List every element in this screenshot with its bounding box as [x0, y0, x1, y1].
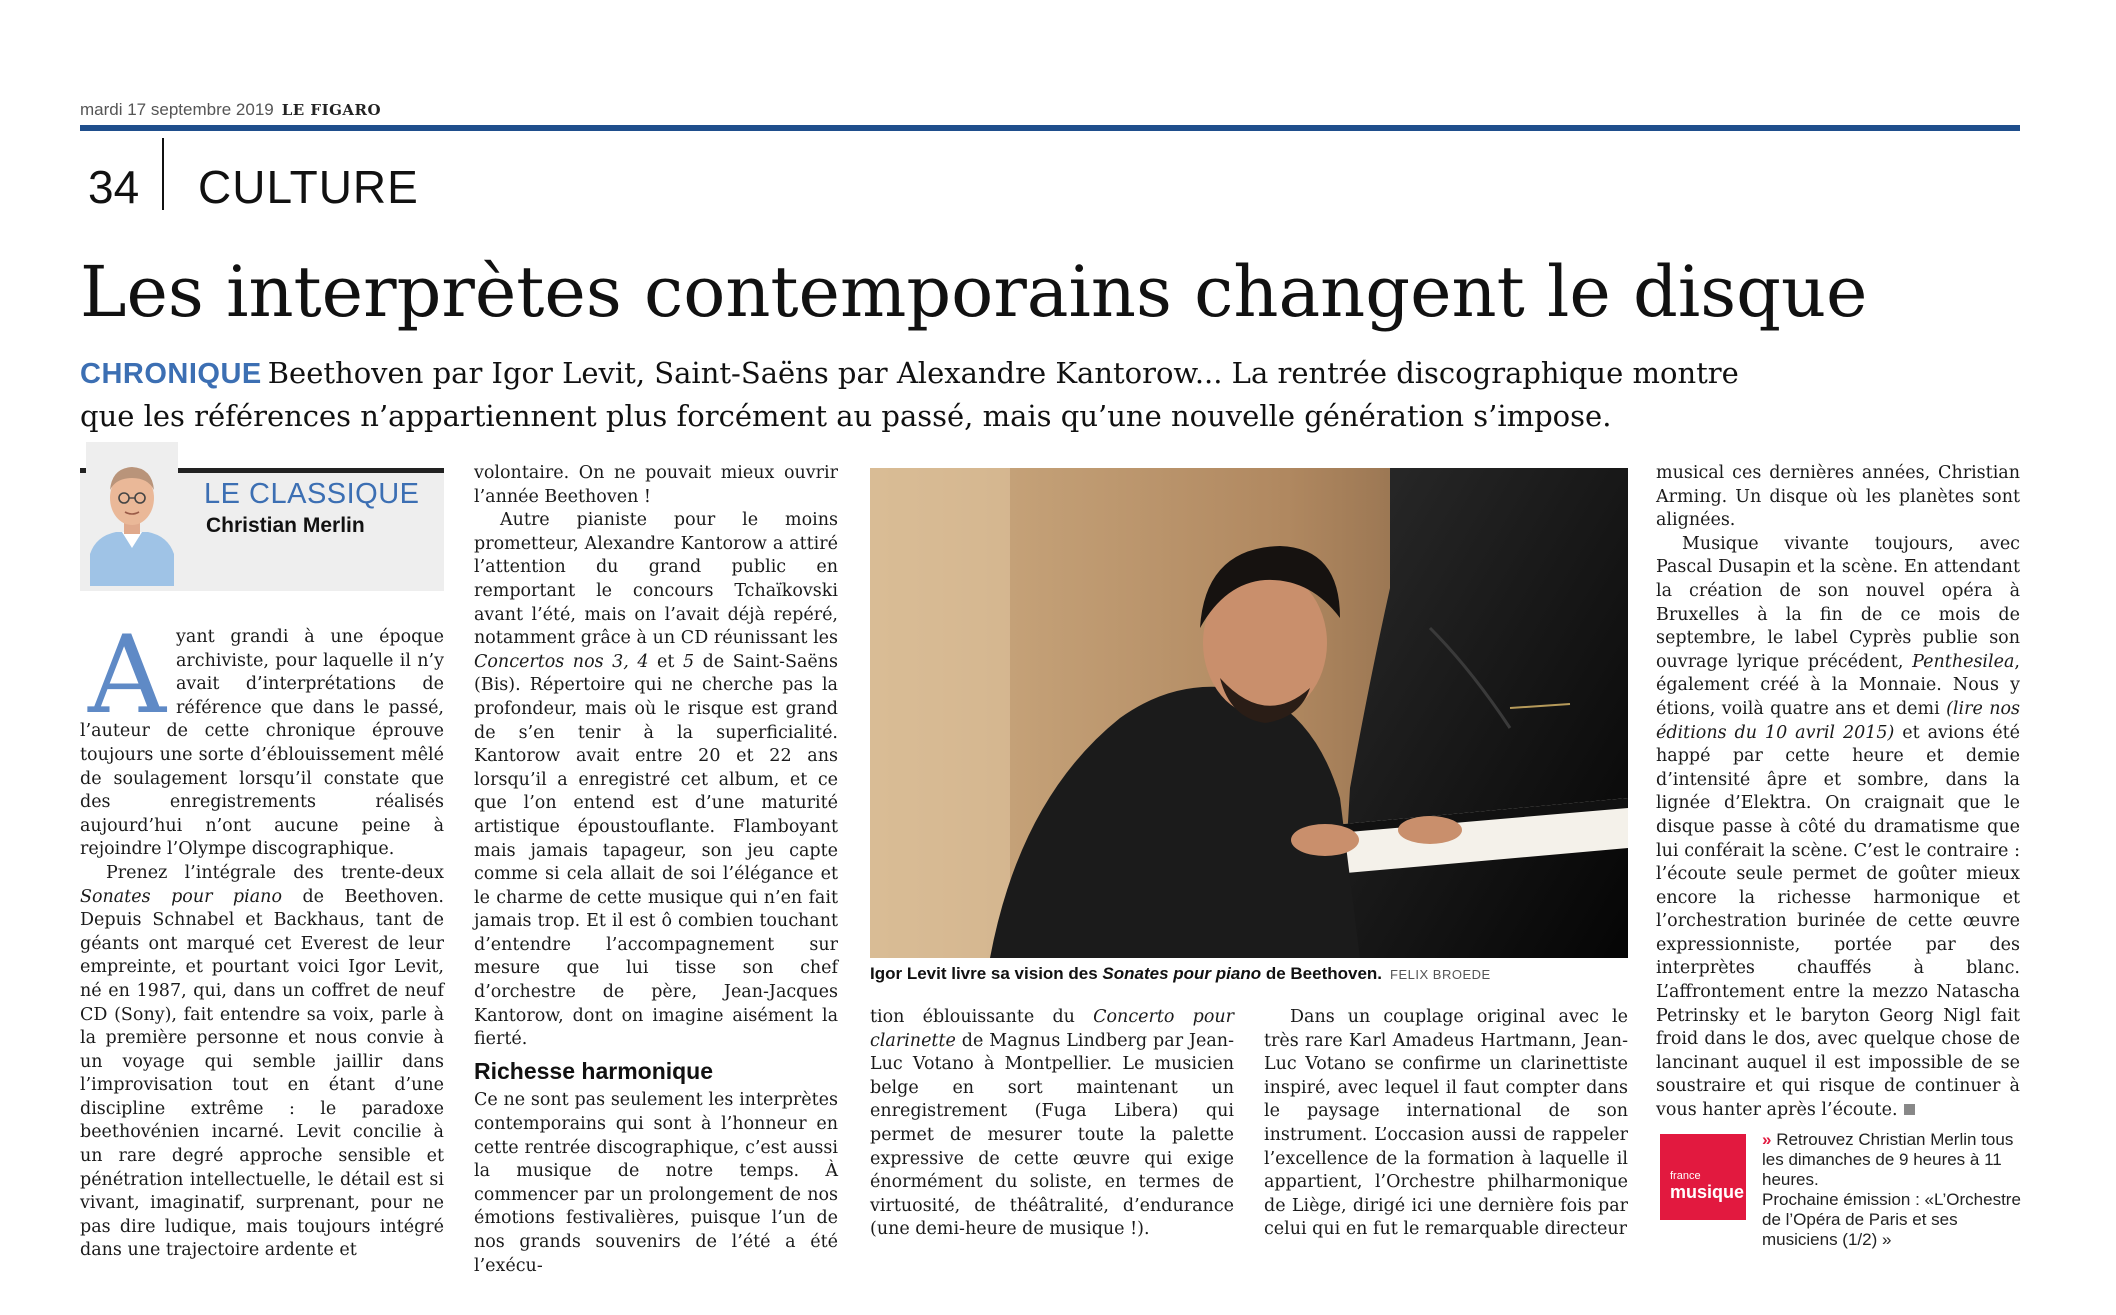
- chevron-right-icon: »: [1762, 1130, 1772, 1149]
- paragraph-text: de Beethoven. Depuis Schnabel et Backhaus, tant de géants ont marqué cet Everest de leur empreinte, et pourtant voici Igor Levit, né en 1987, qui, dans un coffret de neuf CD (Sony), fait entendre sa voix, parle à la première personne et nous convie à un voyage qui semble jaillir dans l’improvisation tout en étant d’une discipline extrême : le paradoxe beethovénien incarné. Levit concilie à un rare degré approche sensible et pénétration intellectuelle, le détail est si vivant, imaginatif, surprenant, pour ne pas dire ludique, mais toujours intégré dans une trajectoire ardente et: [80, 886, 444, 1261]
- radio-promo-line-1: [1762, 1130, 2022, 1190]
- radio-promo-line-2: Prochaine émission : «L’Orchestre de l’Opéra de Paris et ses musiciens (1/2) »: [1762, 1190, 2021, 1249]
- author-portrait: [86, 442, 178, 586]
- paragraph: [1656, 462, 2020, 533]
- photo-credit: FELIX BROEDE: [1390, 967, 1491, 982]
- paragraph: [1264, 1006, 1628, 1242]
- work-title: Concertos nos 3, 4: [474, 651, 649, 672]
- article-deck: [80, 352, 1760, 437]
- paragraph-text: Dans un couplage original avec le très rare Karl Amadeus Hartmann, Jean-Luc Votano se confirme un clarinettiste inspiré, avec lequel il faut compter dans le paysage international de son instrument. L’occasion aussi de rappeler l’excellence de la formation à laquelle il appartient, l’Orchestre philharmonique de Liège, dirigé ici une dernière fois par celui qui en fut le remarquable directeur: [1264, 1007, 1628, 1240]
- subheading: Richesse harmonique: [474, 1057, 714, 1084]
- drop-cap: A: [88, 613, 166, 738]
- column-rubric: LE CLASSIQUE: [204, 478, 420, 510]
- radio-promo-text: Retrouvez Christian Merlin tous les dimanches de 9 heures à 11 heures.: [1762, 1130, 2014, 1189]
- logo-small-text: france: [1670, 1170, 1701, 1182]
- caption-text: [870, 964, 1382, 983]
- caption-part: Igor Levit livre sa vision des: [870, 964, 1103, 983]
- article-column-2: [474, 462, 838, 1278]
- work-title: 5: [682, 651, 695, 672]
- paragraph: [474, 462, 838, 509]
- caption-part: de Beethoven.: [1261, 964, 1383, 983]
- article-column-5: [1656, 462, 2020, 1123]
- paragraph: [474, 1089, 838, 1278]
- photo-caption: [870, 964, 1628, 984]
- paragraph-text: et: [648, 651, 683, 672]
- page-number: 34: [88, 161, 140, 213]
- logo-big-text: musique: [1670, 1182, 1745, 1202]
- radio-promo: [1762, 1130, 2022, 1250]
- paragraph-text: volontaire. On ne pouvait mieux ouvrir l’année Beethoven !: [474, 463, 838, 507]
- paragraph-text: Autre pianiste pour le moins prometteur, Alexandre Kantorow a attiré l’attention du grand public en remportant le concours Tchaïkovski avant l’été, mais on l’avait déjà repéré, notamment grâce à un CD réunissant les: [474, 510, 838, 649]
- paragraph: [1656, 533, 2020, 1123]
- paragraph-text: Musique vivante toujours, avec Pascal Dusapin et la scène. En attendant la création de son nouvel opéra à Bruxelles à la fin de ce mois de septembre, le label Cyprès publie son ouvrage lyrique précédent,: [1656, 533, 2020, 672]
- paragraph-text: musical ces dernières années, Christian Arming. Un disque où les planètes sont alignées.: [1656, 463, 2020, 531]
- paragraph: [870, 1006, 1234, 1242]
- article-column-1: [80, 613, 444, 1263]
- paragraph: [474, 509, 838, 1052]
- deck-text: Beethoven par Igor Levit, Saint-Saëns par Alexandre Kantorow... La rentrée discographique montre que les références n’appartiennent plus forcément au passé, mais qu’une nouvelle génération s’impose.: [80, 356, 1739, 433]
- header-rule: [80, 125, 2020, 131]
- section-divider: [162, 138, 164, 210]
- work-title: Sonates pour piano: [80, 886, 282, 907]
- paragraph: [80, 862, 444, 1263]
- france-musique-logo: [1660, 1134, 1746, 1220]
- paragraph-text: Ce ne sont pas seulement les interprètes contemporains qui sont à l’honneur en cette rentrée discographique, c’est aussi la musique de notre temps. À commencer par un prolongement de nos émotions festivalières, puisque l’un de nos grands souvenirs de l’été a été l’exécu-: [474, 1090, 838, 1276]
- paragraph-text: Prenez l’intégrale des trente-deux: [106, 862, 444, 883]
- work-title: Penthesilea: [1912, 651, 2015, 672]
- paragraph: [80, 613, 444, 862]
- cross-reference: (lire nos éditions du 10 avril 2015): [1656, 698, 2021, 743]
- section-name: CULTURE: [198, 161, 419, 213]
- deck-kicker: CHRONIQUE: [80, 358, 262, 390]
- work-title: Sonates pour piano: [1102, 964, 1262, 983]
- pianist-photo: [870, 468, 1628, 958]
- issue-date-line: [80, 100, 381, 120]
- paragraph-text: et avions été happé par cette heure et demie d’intensité âpre et sombre, dans la lignée d’Elektra. On craignait que le disque passe à côté du dramatisme que lui conférait la scène. C’est le contraire : l’écoute seule permet de goûter mieux encore la richesse harmonique et l’orchestration burinée de cette œuvre expressionniste, portée par des interprètes chauffés à blanc. L’affrontement entre la mezzo Natascha Petrinsky et le baryton Georg Nigl fait froid dans le dos, avec quelque chose de lancinant auquel il est impossible de se soustraire et qui risque de continuer à vous hanter après l’écoute.: [1656, 722, 2020, 1121]
- author-name: Christian Merlin: [206, 514, 365, 537]
- headline: Les interprètes contemporains changent le disque: [80, 251, 1868, 333]
- article-column-4: [1264, 1006, 1628, 1242]
- newspaper-name: LE FIGARO: [281, 101, 382, 119]
- paragraph-text: yant grandi à une époque archiviste, pour laquelle il n’y avait d’interprétations de référence que dans le passé, l’auteur de cette chronique éprouve toujours une sorte d’éblouissement mêlé de soulagement lorsqu’il constate que des enregistrements réalisés aujourd’hui n’ont aucune peine à rejoindre l’Olympe discographique.: [80, 627, 444, 860]
- issue-date: mardi 17 septembre 2019: [80, 100, 274, 119]
- work-title: Concerto pour clarinette: [870, 1007, 1234, 1051]
- article-column-3: [870, 1006, 1234, 1242]
- end-of-article-mark: [1904, 1104, 1915, 1115]
- paragraph-text: tion éblouissante du: [870, 1007, 1094, 1027]
- paragraph-text: de Saint-Saëns (Bis). Répertoire qui ne cherche pas la profondeur, mais où le risque est grand de s’en tenir à la superficialité. Kantorow avait entre 20 et 22 ans lorsqu’il a enregistré cet album, et ce que l’on entend est d’une maturité artistique époustouflante. Flamboyant mais jamais tapageur, son jeu capte comme si cela allait de soi l’élégance et le charme de cette musique qui n’en fait jamais trop. Et il est ô combien touchant d’entendre l’accompagnement sur mesure que lui tisse son chef d’orchestre de père, Jean-Jacques Kantorow, dont on imagine aisément la fierté.: [474, 651, 839, 1050]
- paragraph-text: de Magnus Lindberg par Jean-Luc Votano à Montpellier. Le musicien belge en sort maintenant un enregistrement (Fuga Libera) qui permet de mesurer toute la palette expressive de cette œuvre qui exige énormément du soliste, en termes de virtuosité, de théâtralité, d’endurance (une demi-heure de musique !).: [870, 1030, 1234, 1240]
- paragraph-text: , également créé à la Monnaie. Nous y étions, voilà quatre ans et demi: [1656, 651, 2020, 719]
